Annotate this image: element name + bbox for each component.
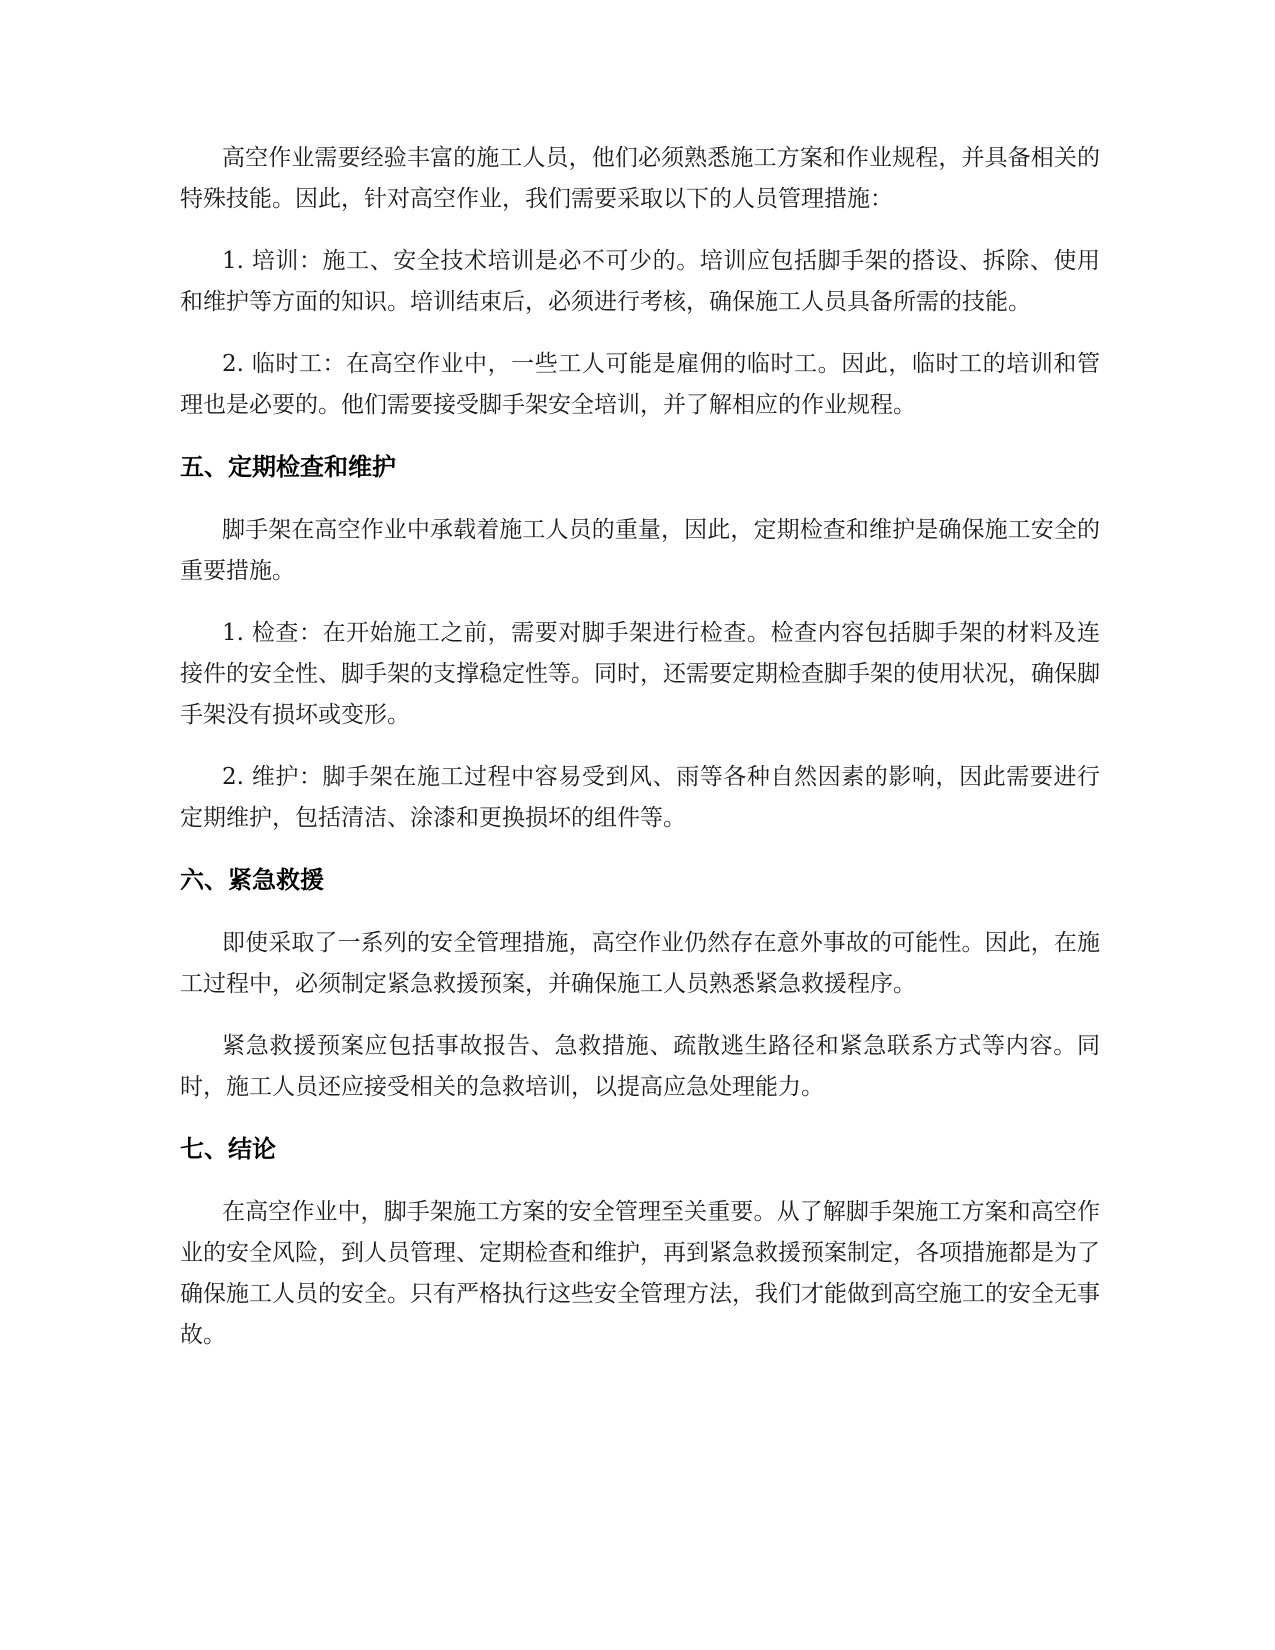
inspection-maintenance-paragraph: 2. 维护：脚手架在施工过程中容易受到风、雨等各种自然因素的影响，因此需要进行定期维护，包括清洁、涂漆和更换损坏的组件等。 — [180, 764, 1100, 831]
document-page — [180, 138, 1100, 1377]
section-heading-inspection: 五、定期检查和维护 — [180, 453, 396, 481]
inspection-check-paragraph: 1. 检查：在开始施工之前，需要对脚手架进行检查。检查内容包括脚手架的材料及连接件的安全性、脚手架的支撑稳定性等。同时，还需要定期检查脚手架的使用状况，确保脚手架没有损坏或变形。 — [180, 620, 1100, 728]
emergency-intro-paragraph: 即使采取了一系列的安全管理措施，高空作业仍然存在意外事故的可能性。因此，在施工过程中，必须制定紧急救援预案，并确保施工人员熟悉紧急救援程序。 — [180, 930, 1100, 997]
section-heading-conclusion: 七、结论 — [180, 1135, 276, 1163]
inspection-intro-paragraph: 脚手架在高空作业中承载着施工人员的重量，因此，定期检查和维护是确保施工安全的重要措施。 — [180, 517, 1100, 584]
intro-paragraph: 高空作业需要经验丰富的施工人员，他们必须熟悉施工方案和作业规程，并具备相关的特殊技能。因此，针对高空作业，我们需要采取以下的人员管理措施： — [180, 145, 1100, 212]
section-heading-emergency: 六、紧急救援 — [180, 866, 324, 894]
emergency-plan-paragraph: 紧急救援预案应包括事故报告、急救措施、疏散逃生路径和紧急联系方式等内容。同时，施工人员还应接受相关的急救培训，以提高应急处理能力。 — [180, 1033, 1100, 1100]
training-paragraph: 1. 培训：施工、安全技术培训是必不可少的。培训应包括脚手架的搭设、拆除、使用和维护等方面的知识。培训结束后，必须进行考核，确保施工人员具备所需的技能。 — [180, 248, 1100, 315]
conclusion-paragraph: 在高空作业中，脚手架施工方案的安全管理至关重要。从了解脚手架施工方案和高空作业的安全风险，到人员管理、定期检查和维护，再到紧急救援预案制定，各项措施都是为了确保施工人员的安全。只有严格执行这些安全管理方法，我们才能做到高空施工的安全无事故。 — [180, 1199, 1100, 1348]
temp-worker-paragraph: 2. 临时工：在高空作业中，一些工人可能是雇佣的临时工。因此，临时工的培训和管理也是必要的。他们需要接受脚手架安全培训，并了解相应的作业规程。 — [180, 351, 1100, 418]
